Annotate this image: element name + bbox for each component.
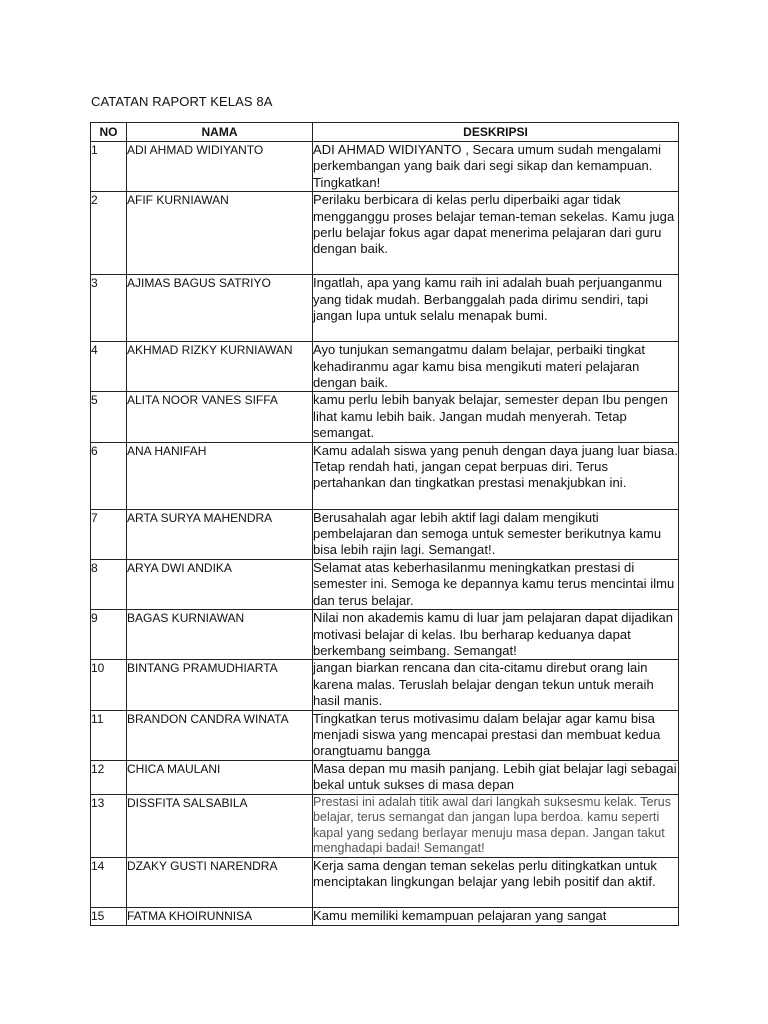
row-number: 7 <box>91 509 127 559</box>
student-name: ARYA DWI ANDIKA <box>127 559 313 609</box>
student-description: jangan biarkan rencana dan cita-citamu direbut orang lain karena malas. Teruslah belajar dengan tekun untuk meraih hasil manis. <box>313 660 679 710</box>
table-row <box>91 509 679 559</box>
row-number: 13 <box>91 794 127 857</box>
student-description: Berusahalah agar lebih aktif lagi dalam mengikuti pembelajaran dan semoga untuk semester berikutnya kamu bisa lebih rajin lagi. Semangat!. <box>313 509 679 559</box>
table-row <box>91 907 679 925</box>
student-description: Tingkatkan terus motivasimu dalam belajar agar kamu bisa menjadi siswa yang mencapai prestasi dan membuat kedua orangtuamu bangga <box>313 710 679 760</box>
student-name: DISSFITA SALSABILA <box>127 794 313 857</box>
student-description: Kamu memiliki kemampuan pelajaran yang sangat <box>313 907 679 925</box>
student-description: Kamu adalah siswa yang penuh dengan daya juang luar biasa. Tetap rendah hati, jangan cepat berpuas diri. Terus pertahankan dan tingkatkan prestasi menakjubkan ini. <box>313 442 679 509</box>
header-no: NO <box>91 123 127 142</box>
row-number: 10 <box>91 660 127 710</box>
row-number: 5 <box>91 392 127 442</box>
table-row <box>91 392 679 442</box>
student-description: Selamat atas keberhasilanmu meningkatkan prestasi di semester ini. Semoga ke depannya kamu terus mencintai ilmu dan terus belajar. <box>313 559 679 609</box>
table-row <box>91 610 679 660</box>
row-number: 6 <box>91 442 127 509</box>
student-name: FATMA KHOIRUNNISA <box>127 907 313 925</box>
student-description: ADI AHMAD WIDIYANTO , Secara umum sudah mengalami perkembangan yang baik dari segi sikap dan kemampuan. Tingkatkan! <box>313 142 679 192</box>
row-number: 8 <box>91 559 127 609</box>
table-row <box>91 857 679 907</box>
row-number: 2 <box>91 192 127 275</box>
table-row <box>91 794 679 857</box>
student-name: AKHMAD RIZKY KURNIAWAN <box>127 342 313 392</box>
student-description: Masa depan mu masih panjang. Lebih giat belajar lagi sebagai bekal untuk sukses di masa depan <box>313 760 679 794</box>
row-number: 3 <box>91 275 127 342</box>
row-number: 12 <box>91 760 127 794</box>
student-name: ALITA NOOR VANES SIFFA <box>127 392 313 442</box>
row-number: 1 <box>91 142 127 192</box>
student-name: BINTANG PRAMUDHIARTA <box>127 660 313 710</box>
header-description: DESKRIPSI <box>313 123 679 142</box>
student-name: AJIMAS BAGUS SATRIYO <box>127 275 313 342</box>
report-notes-table <box>90 122 679 926</box>
table-row <box>91 342 679 392</box>
table-row <box>91 760 679 794</box>
table-row <box>91 192 679 275</box>
row-number: 14 <box>91 857 127 907</box>
student-name: ADI AHMAD WIDIYANTO <box>127 142 313 192</box>
table-row <box>91 559 679 609</box>
table-row <box>91 660 679 710</box>
table-header-row <box>91 123 679 142</box>
row-number: 9 <box>91 610 127 660</box>
student-description: Prestasi ini adalah titik awal dari langkah suksesmu kelak. Terus belajar, terus semangat dan jangan lupa berdoa. kamu seperti kapal yang sedang berlayar menuju masa depan. Jangan takut menghadapi badai! Semangat! <box>313 794 679 857</box>
table-row <box>91 442 679 509</box>
row-number: 15 <box>91 907 127 925</box>
student-name: CHICA MAULANI <box>127 760 313 794</box>
student-name: AFIF KURNIAWAN <box>127 192 313 275</box>
student-description: kamu perlu lebih banyak belajar, semester depan Ibu pengen lihat kamu lebih baik. Jangan mudah menyerah. Tetap semangat. <box>313 392 679 442</box>
student-name: ARTA SURYA MAHENDRA <box>127 509 313 559</box>
student-description: Nilai non akademis kamu di luar jam pelajaran dapat dijadikan motivasi belajar di kelas. Ibu berharap keduanya dapat berkembang seimbang. Semangat! <box>313 610 679 660</box>
table-row <box>91 142 679 192</box>
row-number: 4 <box>91 342 127 392</box>
table-row <box>91 710 679 760</box>
header-name: NAMA <box>127 123 313 142</box>
student-description: Ayo tunjukan semangatmu dalam belajar, perbaiki tingkat kehadiranmu agar kamu bisa mengikuti materi pelajaran dengan baik. <box>313 342 679 392</box>
document-title: CATATAN RAPORT KELAS 8A <box>91 94 273 109</box>
student-name: BAGAS KURNIAWAN <box>127 610 313 660</box>
student-name: DZAKY GUSTI NARENDRA <box>127 857 313 907</box>
row-number: 11 <box>91 710 127 760</box>
student-description: Perilaku berbicara di kelas perlu diperbaiki agar tidak mengganggu proses belajar teman-teman sekelas. Kamu juga perlu belajar fokus agar dapat menerima pelajaran dari guru dengan baik. <box>313 192 679 275</box>
student-name: ANA HANIFAH <box>127 442 313 509</box>
student-description: Ingatlah, apa yang kamu raih ini adalah buah perjuanganmu yang tidak mudah. Berbanggalah pada dirimu sendiri, tapi jangan lupa untuk selalu menapak bumi. <box>313 275 679 342</box>
table-row <box>91 275 679 342</box>
student-description: Kerja sama dengan teman sekelas perlu ditingkatkan untuk menciptakan lingkungan belajar yang lebih positif dan aktif. <box>313 857 679 907</box>
student-name: BRANDON CANDRA WINATA <box>127 710 313 760</box>
